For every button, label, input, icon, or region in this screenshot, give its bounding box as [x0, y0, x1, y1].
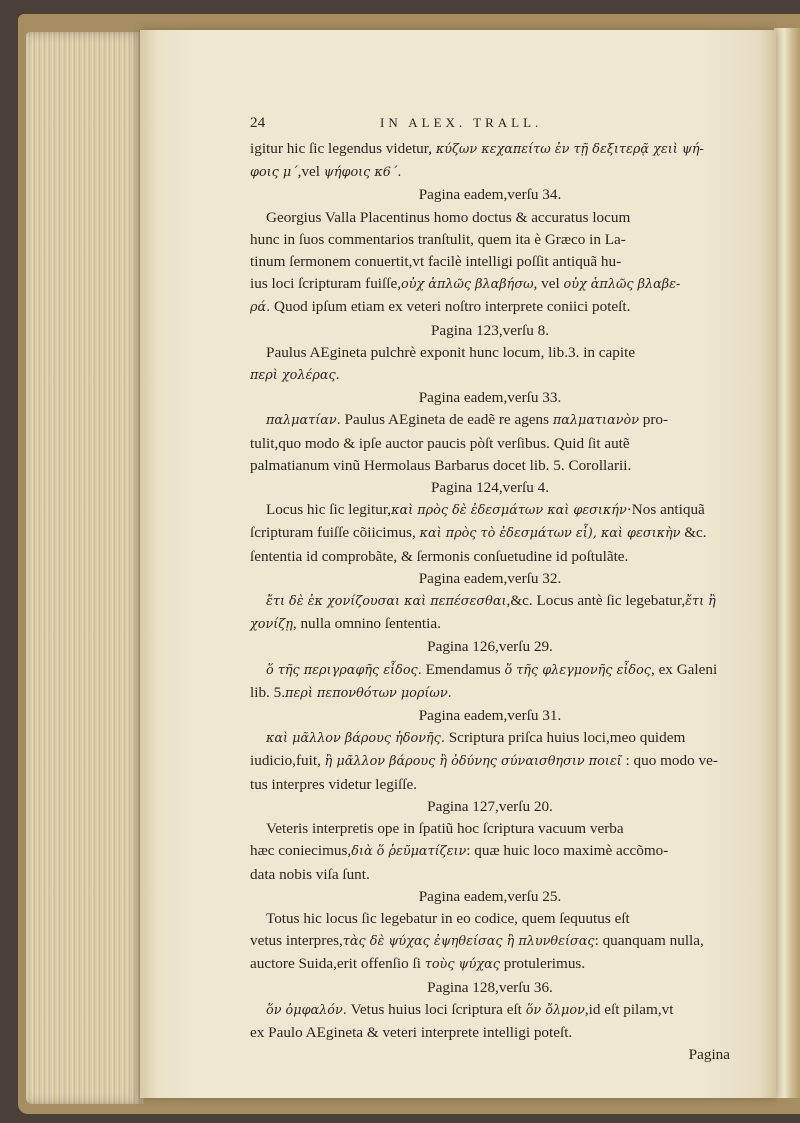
latin-text: hæc coniecimus,: [250, 842, 352, 860]
latin-text: &c.: [680, 524, 707, 542]
latin-text: ſcripturam fuiſſe cõiicimus,: [250, 524, 420, 542]
greek-text: ἔτι ἢ: [685, 594, 716, 610]
greek-text: περὶ πεπονθότων μορίων.: [285, 685, 452, 701]
catchword: Pagina: [688, 1046, 730, 1064]
right-page-edge: [774, 28, 800, 1098]
latin-text: Quod ipſum etiam ex veteri noſtro interprete coniici poteſt.: [270, 298, 631, 316]
latin-text: Georgius Valla Placentinus homo doctus & accuratus locum: [266, 208, 631, 226]
text-line: [250, 477, 730, 499]
latin-text: Totus hic locus ſic legebatur in eo codice, quem ſequutus eſt: [266, 909, 630, 927]
latin-text: Pagina eadem,verſu 31.: [418, 707, 562, 725]
latin-text: palmatianum vinũ Hermolaus Barbarus docet lib. 5. Corollarii.: [250, 456, 632, 474]
text-line: [250, 455, 730, 477]
text-line: [250, 433, 730, 455]
latin-text: : quo modo ve-: [621, 752, 718, 770]
greek-text: οὐχ ἁπλῶς βλαβε-: [563, 277, 681, 293]
page-text: [250, 112, 730, 1066]
latin-text: tinum ſermonem conuertit,vt facilè intelligi poſſit antiquã hu-: [250, 253, 622, 271]
greek-text: κύζων κεχαπείτω ἐν τῇ δεξιτερᾷ χειὶ ψή-: [435, 142, 704, 157]
greek-text: παλματίαν.: [266, 413, 341, 429]
greek-text: ὅ τῆς φλεγμονῆς εἶδος: [504, 662, 651, 678]
latin-text: , nulla omnino ſententia.: [292, 615, 441, 633]
page-edges: [26, 32, 144, 1104]
running-title: IN ALEX. TRALL.: [380, 115, 543, 130]
latin-text: tus interpres videtur legiſſe.: [250, 775, 418, 793]
text-line: [250, 750, 730, 773]
running-head: [250, 112, 730, 138]
page-number: 24: [250, 114, 266, 131]
latin-text: ex Paulo AEgineta & veteri interprete intelligi poteſt.: [250, 1023, 573, 1041]
greek-text: ἢ μᾶλλον βάρους ἢ ὀδύνης σύναισθησιν ποιεῖ: [324, 754, 622, 770]
text-line: [250, 273, 730, 296]
text-line: [250, 886, 730, 908]
greek-text: φοις μ΄: [250, 165, 298, 181]
latin-text: ,vel: [297, 163, 324, 181]
text-line: [250, 409, 730, 432]
latin-text: lib. 5.: [250, 683, 286, 701]
greek-text: οὐχ ἁπλῶς βλαβήσω: [401, 277, 534, 293]
text-line: [250, 613, 730, 636]
text-line: [250, 522, 730, 545]
latin-text: Pagina eadem,verſu 34.: [418, 186, 562, 204]
greek-text: ὅν ὄλμον: [525, 1002, 585, 1018]
latin-text: ſententia id comprobãte, & ſermonis conſuetudine id poſtulãte.: [250, 547, 629, 565]
greek-text: ρά.: [250, 300, 271, 316]
text-line: [250, 229, 730, 251]
text-line: [250, 636, 730, 658]
text-line: [250, 977, 730, 999]
latin-text: Vetus huius loci ſcriptura eſt: [346, 1000, 526, 1018]
latin-text: Veteris interpretis ope in ſpatiũ hoc ſcriptura vacuum verba: [266, 820, 624, 838]
latin-text: vetus interpres,: [250, 932, 343, 950]
text-line: [250, 184, 730, 206]
latin-text: hunc in ſuos commentarios tranſtulit, quem ita è Græco in La-: [250, 230, 626, 248]
latin-text: Pagina 126,verſu 29.: [427, 638, 553, 656]
text-line: [250, 930, 730, 953]
text-line: [250, 499, 730, 522]
latin-text: Paulus AEgineta de eadẽ re agens: [340, 411, 553, 429]
latin-text: pro-: [638, 411, 669, 429]
latin-text: ,&c. Locus antè ſic legebatur,: [506, 592, 686, 610]
greek-text: χονίζῃ: [250, 617, 293, 633]
latin-text: ·Nos antiquã: [626, 501, 705, 519]
text-line: [250, 774, 730, 796]
latin-text: , vel: [533, 275, 564, 293]
latin-text: : quæ huic loco maximè accõmo-: [466, 842, 669, 860]
greek-text: διὰ ὅ ῥεῦματίζειν: [351, 844, 467, 860]
text-line: [250, 840, 730, 863]
latin-text: tulit,quo modo & ipſe auctor paucis pòſt verſibus. Quid ſit autẽ: [250, 434, 630, 452]
text-line: [250, 999, 730, 1022]
text-line: [250, 727, 730, 750]
greek-text: ψήφοις κ6΄.: [323, 165, 402, 181]
latin-text: Pagina eadem,verſu 25.: [418, 887, 562, 905]
latin-text: ius loci ſcripturam fuiſſe,: [250, 275, 401, 293]
latin-text: Pagina eadem,verſu 33.: [418, 389, 562, 407]
text-line: [250, 364, 730, 387]
text-line: [250, 546, 730, 568]
latin-text: Pagina eadem,verſu 32.: [418, 569, 562, 587]
text-line: [250, 953, 730, 976]
latin-text: data nobis viſa ſunt.: [250, 865, 370, 883]
text-line: [250, 138, 730, 161]
latin-text: Scriptura priſca huius loci,meo quidem: [444, 729, 686, 747]
greek-text: περὶ χολέρας.: [250, 368, 340, 384]
greek-text: ὅ τῆς περιγραφῆς εἶδος.: [266, 662, 422, 678]
latin-text: Paulus AEgineta pulchrè exponit hunc locum, lib.3. in capite: [266, 343, 636, 361]
latin-text: : quanquam nulla,: [594, 932, 704, 950]
greek-text: καὶ πρὸς δὲ ἐδεσμάτων καὶ φεσικήν: [391, 503, 627, 519]
text-line: [250, 908, 730, 930]
latin-text: Pagina 124,verſu 4.: [430, 479, 550, 497]
greek-text: τὰς δὲ ψύχας ἐψηθείσας ἢ πλυνθείσας: [342, 934, 595, 950]
latin-text: Pagina 123,verſu 8.: [430, 321, 550, 339]
text-line: [250, 296, 730, 319]
latin-text: iudicio,fuit,: [250, 752, 325, 770]
greek-text: καὶ μᾶλλον βάρους ἡδονῆς.: [266, 731, 445, 747]
latin-text: protulerimus.: [499, 955, 586, 973]
greek-text: τοὺς ψύχας: [424, 957, 500, 973]
text-line: [250, 207, 730, 229]
greek-text: παλματιανὸν: [552, 413, 639, 429]
text-line: [250, 568, 730, 590]
text-line: [250, 796, 730, 818]
text-line: [250, 320, 730, 342]
text-line: [250, 682, 730, 705]
latin-text: Locus hic ſic legitur,: [266, 501, 392, 519]
greek-text: καὶ πρὸς τὸ ἐδεσμάτων εἶ), καὶ φεσικὴν: [419, 526, 681, 542]
text-line: [250, 705, 730, 727]
latin-text: Pagina 127,verſu 20.: [427, 797, 553, 815]
latin-text: igitur hic ſic legendus videtur,: [250, 140, 436, 157]
greek-text: ἔτι δὲ ἐκ χονίζουσαι καὶ πεπέσεσθαι: [266, 594, 507, 610]
text-line: [250, 251, 730, 273]
text-line: [250, 864, 730, 886]
text-line: [250, 659, 730, 682]
greek-text: ὅν ὀμφαλόν.: [266, 1002, 347, 1018]
text-line: [250, 342, 730, 364]
latin-text: , ex Galeni: [650, 660, 718, 678]
text-line: [250, 818, 730, 840]
latin-text: ,id eſt pilam,vt: [584, 1000, 674, 1018]
text-line: [250, 161, 730, 184]
body-text: [250, 138, 730, 1044]
latin-text: Emendamus: [421, 660, 505, 678]
text-line: [250, 590, 730, 613]
text-line: [250, 1022, 730, 1044]
text-line: [250, 387, 730, 409]
latin-text: Pagina 128,verſu 36.: [427, 978, 553, 996]
latin-text: auctore Suida,erit offenſio ſi: [250, 955, 425, 973]
